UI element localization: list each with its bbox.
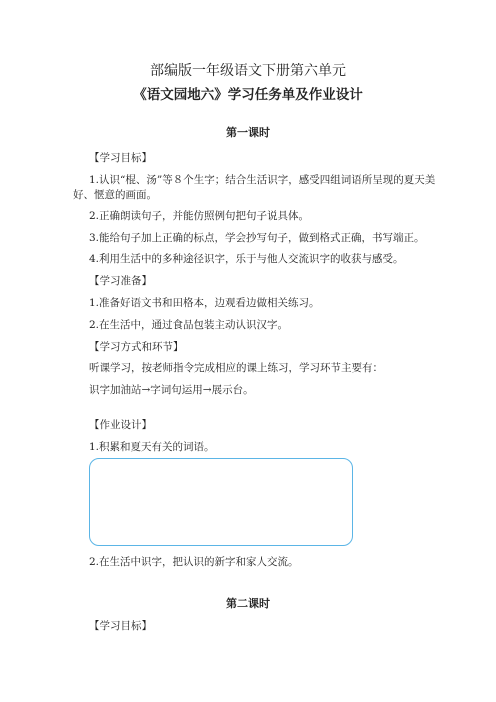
lesson1-heading: 第一课时	[226, 126, 270, 139]
lesson1-prep-label: 【学习准备】	[89, 275, 152, 287]
lesson1-goal1-line2: 好、惬意的画面。	[73, 189, 157, 201]
lesson1-goal4: 4.利用生活中的多种途径识字，乐于与他人交流识字的收获与感受。	[89, 253, 404, 265]
document-title: 部编版一年级语文下册第六单元	[150, 63, 346, 79]
lesson1-hw1: 1.积累和夏天有关的词语。	[89, 441, 215, 453]
lesson1-prep1: 1.准备好语文书和田格本，边观看边做相关练习。	[89, 297, 320, 309]
answer-box[interactable]	[89, 458, 353, 546]
lesson1-goals-label: 【学习目标】	[89, 152, 152, 164]
lesson1-prep2: 2.在生活中，通过食品包装主动认识汉字。	[89, 319, 289, 331]
lesson1-goal2: 2.正确朗读句子，并能仿照例句把句子说具体。	[89, 210, 310, 222]
lesson1-method1: 听课学习，按老师指令完成相应的课上练习，学习环节主要有：	[89, 362, 383, 374]
lesson2-heading: 第二课时	[226, 597, 270, 610]
document-subtitle: 《语文园地六》学习任务单及作业设计	[133, 87, 363, 103]
lesson1-method-label: 【学习方式和环节】	[89, 341, 184, 353]
lesson2-goals-label: 【学习目标】	[89, 620, 152, 632]
lesson1-goal1-line1: 1.认识“棍、汤”等８个生字；结合生活识字，感受四组词语所呈现的夏天美	[89, 174, 436, 186]
lesson1-homework-label: 【作业设计】	[89, 419, 152, 431]
lesson1-goal3: 3.能给句子加上正确的标点，学会抄写句子，做到格式正确，书写端正。	[89, 232, 425, 244]
lesson1-method2: 识字加油站→字词句运用→展示台。	[89, 384, 254, 396]
lesson1-hw2: 2.在生活中识字，把认识的新字和家人交流。	[89, 556, 299, 568]
